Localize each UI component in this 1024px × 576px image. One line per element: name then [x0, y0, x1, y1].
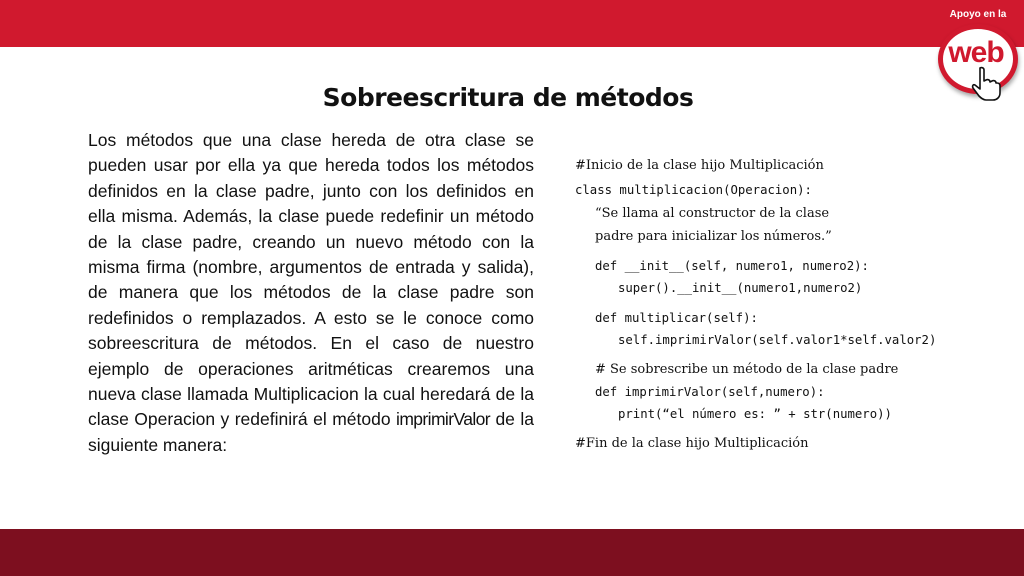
code-line: super().__init__(numero1,numero2)	[618, 281, 863, 295]
logo-tagline: Apoyo en la	[949, 9, 1007, 20]
code-line: #Fin de la clase hijo Multiplicación	[575, 436, 809, 451]
header-bar	[0, 0, 1024, 47]
code-line: print(“el número es: ” + str(numero))	[618, 407, 892, 421]
code-line: self.imprimirValor(self.valor1*self.valor2)	[618, 333, 937, 347]
method-name-text: imprimirValor	[396, 409, 490, 430]
code-line: # Se sobrescribe un método de la clase padre	[595, 362, 899, 377]
footer-bar	[0, 529, 1024, 576]
code-line: def __init__(self, numero1, numero2):	[595, 259, 869, 273]
body-paragraph	[88, 128, 534, 458]
code-line: “Se llama al constructor de la clase	[595, 206, 830, 221]
code-line: def imprimirValor(self,numero):	[595, 385, 825, 399]
logo-word: web	[948, 36, 1004, 69]
paragraph-tail-text: de la siguiente manera:	[88, 409, 534, 455]
paragraph-main-text: Los métodos que una clase hereda de otra clase se pueden usar por ella ya que hereda todos los métodos definidos en la clase padre, junto con los definidos en ella misma. Además, la clase puede redefinir un método de la clase padre, creando un nuevo método con la misma firma (nombre, argumentos de entrada y salida), de manera que los métodos de la clase padre son redefinidos o remplazados. A esto se le conoce como sobreescritura de métodos. En el caso de nuestro ejemplo de operaciones aritméticas crearemos una nueva clase llamada Multiplicacion la cual heredará de la clase Operacion y redefinirá el método	[88, 130, 534, 430]
code-line: def multiplicar(self):	[595, 311, 758, 325]
code-line: #Inicio de la clase hijo Multiplicación	[575, 158, 824, 173]
slide-title: Sobreescritura de métodos	[322, 83, 694, 112]
code-line: padre para inicializar los números.”	[595, 229, 832, 244]
code-line: class multiplicacion(Operacion):	[575, 183, 812, 197]
